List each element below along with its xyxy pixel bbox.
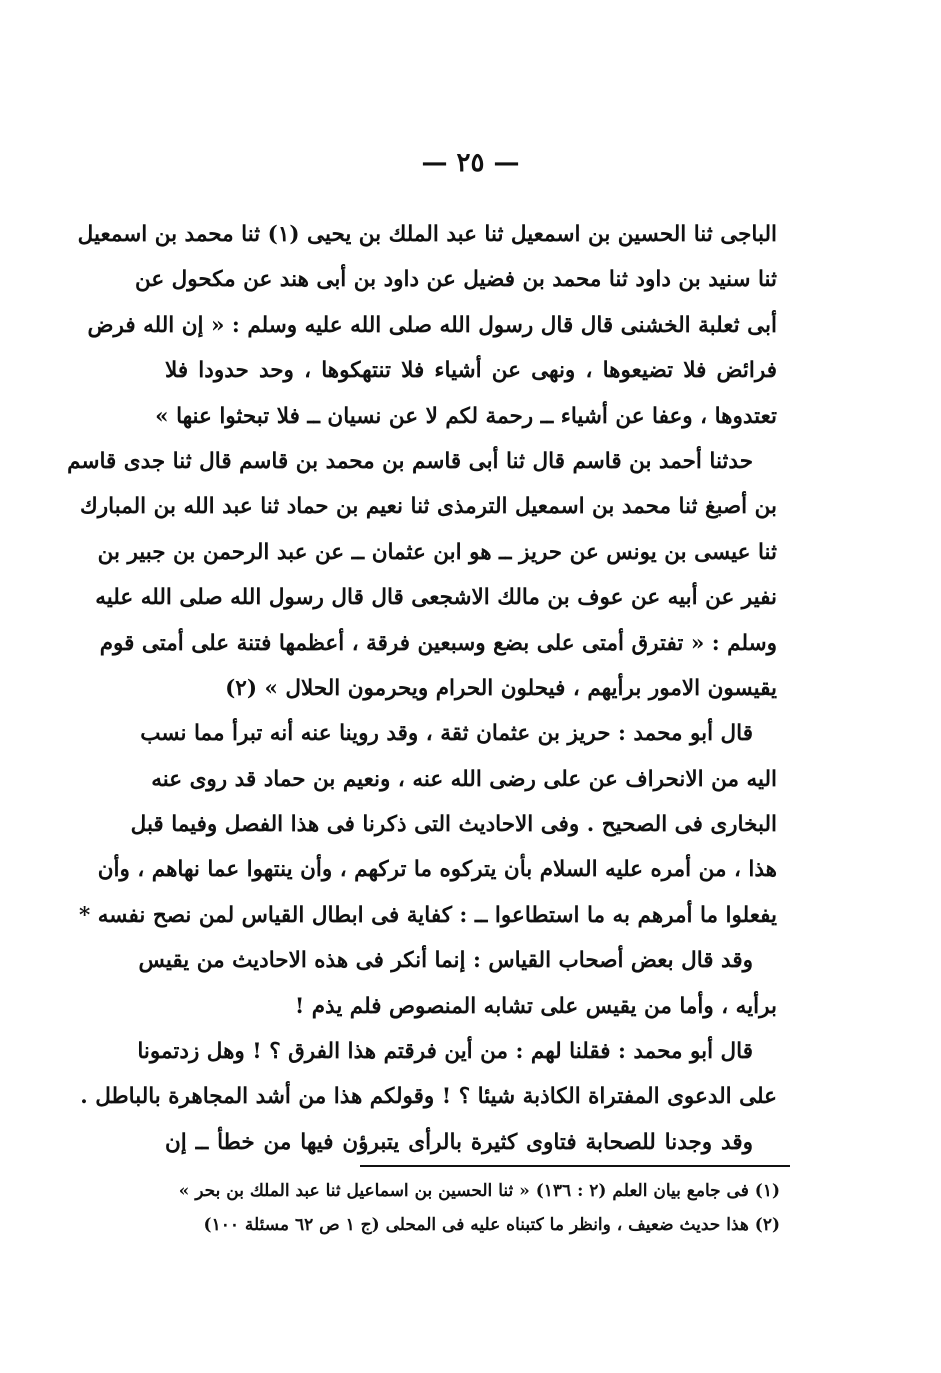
text-line: يقيسون الامور برأيهم ، فيحلون الحرام ويحرمون الحلال » (٢) [225,675,777,701]
text-line: يفعلوا ما أمرهم به ما استطاعوا ــ : كفاية فى ابطال القياس لمن نصح نفسه * [79,902,777,928]
footnote-separator [360,1165,790,1167]
text-line: وسلم : « تفترق أمتى على بضع وسبعين فرقة ، أعظمها فتنة على أمتى قوم [99,630,777,656]
text-line: بن أصبغ ثنا محمد بن اسمعيل الترمذى ثنا نعيم بن حماد ثنا عبد الله بن المبارك [80,494,777,520]
text-line: قال أبو محمد : فقلنا لهم : من أين فرقتم هذا الفرق ؟ ! وهل زدتمونا [137,1039,753,1065]
text-line: هذا ، من أمره عليه السلام بأن يتركوه ما تركهم ، وأن ينتهوا عما نهاهم ، وأن [97,857,777,883]
text-line: حدثنا أحمد بن قاسم قال ثنا أبى قاسم بن محمد بن قاسم قال ثنا جدى قاسم [67,448,753,474]
text-line: ثنا عيسى بن يونس عن حريز ــ هو ابن عثمان ــ عن عبد الرحمن بن جبير بن [97,539,777,565]
page-number: — ٢٥ — [421,148,520,178]
footnotes [180,1174,780,1242]
main-text [67,212,777,1165]
text-line: تعتدوها ، وعفا عن أشياء ــ رحمة لكم لا عن نسيان ــ فلا تبحثوا عنها » [155,403,777,429]
text-line: اليه من الانحراف عن على رضى الله عنه ، ونعيم بن حماد قد روى عنه [151,766,777,792]
text-line: على الدعوى المفتراة الكاذبة شيئا ؟ ! وقولكم هذا من أشد المجاهرة بالباطل . [80,1084,777,1110]
text-line: البخارى فى الصحيح . وفى الاحاديث التى ذكرنا فى هذا الفصل وفيما قبل [130,812,777,838]
text-line: فرائض فلا تضيعوها ، ونهى عن أشياء فلا تنتهكوها ، وحد حدودا فلا [165,358,777,384]
footnote: (٢) هذا حديث ضعيف ، وانظر ما كتبناه عليه فى المحلى (ج ١ ص ٦٢ مسئلة ١٠٠) [203,1215,780,1235]
text-line: قال أبو محمد : حريز بن عثمان ثقة ، وقد روينا عنه أنه تبرأ مما نسب [140,721,753,747]
text-line: برأيه ، وأما من يقيس على تشابه المنصوص فلم يذم ! [294,993,777,1019]
text-line: وقد وجدنا للصحابة فتاوى كثيرة بالرأى يتبرؤن فيها من خطأ ــ إن [165,1129,753,1155]
text-line: أبى ثعلبة الخشنى قال قال رسول الله صلى الله عليه وسلم : « إن الله فرض [87,312,777,338]
text-line: الباجى ثنا الحسين بن اسمعيل ثنا عبد الملك بن يحيى (١) ثنا محمد بن اسمعيل [77,222,777,247]
footnote: (١) فى جامع بيان العلم (٢ : ١٣٦) « ثنا الحسين بن اسماعيل ثنا عبد الملك بن بحر » [178,1181,780,1201]
text-line: نفير عن أبيه عن عوف بن مالك الاشجعى قال قال رسول الله صلى الله عليه [95,585,777,611]
text-line: وقد قال بعض أصحاب القياس : إنما أنكر فى هذه الاحاديث من يقيس [138,948,753,974]
text-line: ثنا سنيد بن داود ثنا محمد بن فضيل عن داود بن أبى هند عن مكحول عن [134,267,777,293]
